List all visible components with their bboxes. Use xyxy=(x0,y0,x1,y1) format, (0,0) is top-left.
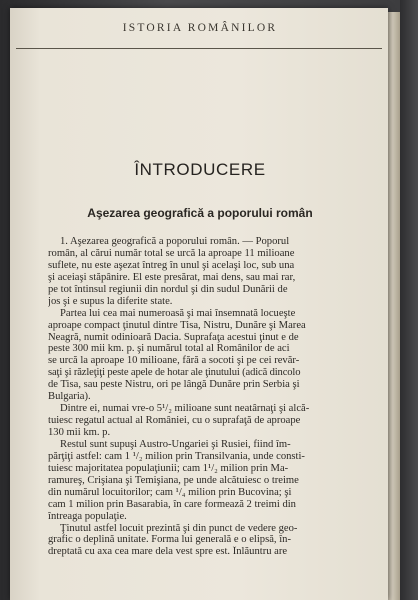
text-line: Partea lui cea mai numeroasă şi mai însemnată locueşte xyxy=(60,307,296,319)
text-line: dreptată cu axa cea mare dela vest spre est. Înlăuntru are xyxy=(48,546,288,558)
text-line: se urcă la aproape 10 milioane, fără a socoti şi pe cei revăr- xyxy=(48,355,300,367)
book-cover-edge xyxy=(400,0,418,600)
section-title: Aşezarea geografică a poporului român xyxy=(87,206,313,220)
text-line: Ţinutul astfel locuit prezintă şi din punct de vedere geo- xyxy=(60,522,298,534)
text-line: peste 300 mii km. p. şi numărul total al Românilor de aci xyxy=(48,343,290,355)
text-line: jos şi e supus la diferite state. xyxy=(48,295,173,307)
text-line: pe tot întinsul regiunii din nordul şi din sudul Dunării de xyxy=(48,283,288,295)
text-line: Dintre ei, numai vre-o 5¹/₂ milioane sunt neatârnaţi şi alcă- xyxy=(60,403,310,415)
text-line: tuiesc regatul actual al României, cu o suprafaţă de aproape xyxy=(48,415,301,427)
text-line: 1. Aşezarea geografică a poporului român. — Poporul xyxy=(60,236,290,247)
text-line: părţiţi astfel: cam 1 ¹/₂ milion prin Transilvania, unde consti- xyxy=(48,450,305,462)
text-line: de Tisa, sau peste Nistru, ori pe lângă Dunăre prin Serbia şi xyxy=(48,379,300,391)
text-line: suflete, nu este aşezat întreg în unul şi acelaşi loc, sub una xyxy=(48,259,295,271)
text-line: din numărul locuitorilor; cam ¹/₄ milion prin Bucovina; şi xyxy=(48,486,292,498)
text-line: Bulgaria). xyxy=(48,391,91,403)
text-line: 130 mii km. p. xyxy=(48,427,111,438)
running-header: ISTORIA ROMÂNILOR xyxy=(122,22,278,34)
text-line: saţi şi răzleţiţi peste apele de hotar ale ţinutului (adică dincolo xyxy=(48,367,301,379)
text-line: şi aceiaşi stăpânire. El este presărat, mai dens, sau mai rar, xyxy=(48,271,296,283)
text-line: cam 1 milion prin Basarabia, în care formează 2 treimi din xyxy=(48,498,296,510)
text-line: aproape compact ţinutul dintre Tisa, Nistru, Dunăre şi Marea xyxy=(48,319,306,331)
text-line: grafic o deplină unitate. Forma lui generală e o elipsă, în- xyxy=(48,534,291,546)
text-line: întreaga populaţie. xyxy=(48,510,127,522)
text-line: Neagră, numit odinioară Dacia. Suprafaţa acestui ţinut e de xyxy=(48,331,299,343)
page-stack-edge xyxy=(388,12,400,600)
text-line: Restul sunt supuşi Austro-Ungariei şi Rusiei, fiind îm- xyxy=(60,438,291,450)
chapter-title: ÎNTRODUCERE xyxy=(134,160,266,179)
body-text xyxy=(48,236,360,558)
text-line: ramureş, Crişiana şi Temişiana, pe unde alcătuiesc o treime xyxy=(48,474,299,486)
text-line: tuiesc majoritatea populaţiunii; cam 1¹/₂ milion prin Ma- xyxy=(48,462,289,474)
text-line: român, al cărui număr total se urcă la aproape 11 milioane xyxy=(48,247,295,259)
header-rule xyxy=(16,48,382,49)
